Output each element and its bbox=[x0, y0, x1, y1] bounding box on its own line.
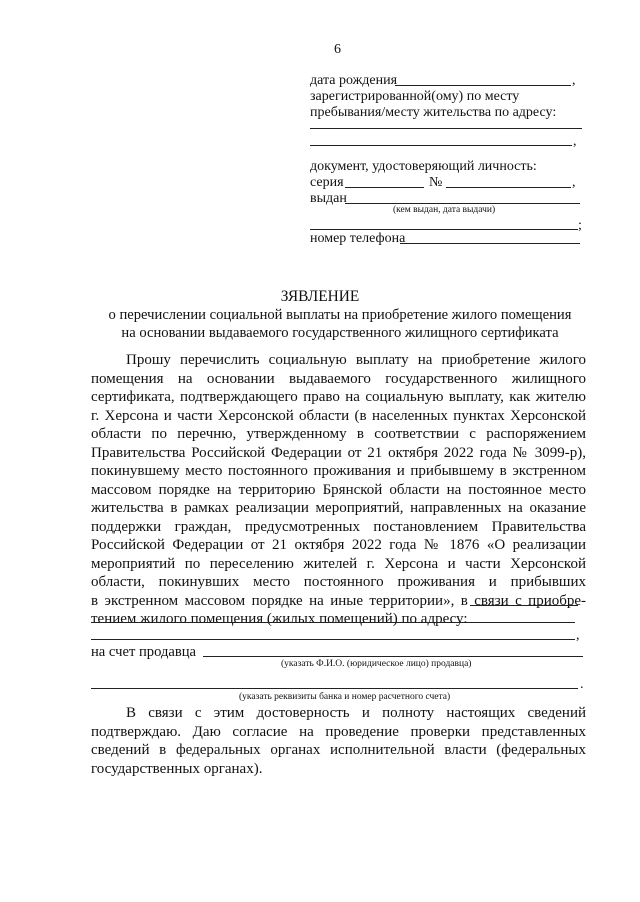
issued-field[interactable] bbox=[345, 203, 580, 204]
paragraph-line: помещения на основании выдаваемого государственного жилищного bbox=[91, 370, 586, 387]
comma: ; bbox=[578, 218, 582, 233]
paragraph-line: Правительства Российской Федерации от 21 октября 2022 года № 3099-р), bbox=[91, 444, 586, 461]
registered-label: зарегистрированной(ому) по месту bbox=[310, 89, 520, 104]
comma: , bbox=[576, 628, 580, 643]
property-address-field-3[interactable] bbox=[91, 639, 575, 640]
birth-date-label: дата рождения bbox=[310, 73, 398, 88]
title-subline-2: на основании выдаваемого государственного жилищного сертификата bbox=[121, 325, 559, 341]
document-title bbox=[0, 287, 640, 306]
series-label: серия bbox=[310, 175, 344, 190]
paragraph-line: покинувшему место постоянного проживания и прибывшему в экстренном bbox=[91, 463, 586, 479]
phone-label: номер телефона bbox=[310, 231, 406, 246]
paragraph-line: В связи с этим достоверность и полноту настоящих сведений bbox=[126, 705, 586, 721]
paragraph-line: тением жилого помещения (жилых помещений) по адресу: bbox=[91, 611, 468, 627]
property-address-field-1[interactable] bbox=[470, 605, 578, 606]
paragraph-line: массовом порядке на территорию Брянской области на постоянное место bbox=[91, 481, 586, 498]
paragraph-line: области, покинувших место постоянного проживания и прибывших bbox=[91, 574, 586, 590]
paragraph-line: сведений в федеральных органах исполнительной власти (федеральных bbox=[91, 742, 586, 758]
seller-field[interactable] bbox=[203, 656, 583, 657]
document-label: документ, удостоверяющий личность: bbox=[310, 159, 537, 174]
phone-field[interactable] bbox=[400, 243, 580, 244]
title-subline-1: о перечислении социальной выплаты на приобретение жилого помещения bbox=[108, 307, 572, 323]
paragraph-line: государственных органах). bbox=[91, 760, 263, 777]
number-field[interactable] bbox=[446, 187, 571, 188]
bank-hint: (указать реквизиты банка и номер расчетного счета) bbox=[239, 692, 451, 702]
birth-date-field[interactable] bbox=[395, 85, 571, 86]
property-address-field-2[interactable] bbox=[91, 622, 575, 623]
issued-hint: (кем выдан, дата выдачи) bbox=[393, 205, 496, 215]
bank-details-field[interactable] bbox=[91, 688, 578, 689]
paragraph-line: жительства в рамках реализации мероприятий, направленных на оказание bbox=[91, 500, 586, 516]
paragraph-line: поддержки граждан, предусмотренных постановлением Правительства bbox=[91, 518, 586, 535]
address-field-1[interactable] bbox=[310, 128, 582, 129]
paragraph-line: в экстренном массовом порядке на иные территории», в связи с приобре- bbox=[91, 592, 586, 609]
request-paragraph bbox=[91, 351, 586, 629]
paragraph-line: Российской Федерации от 21 октября 2022 года № 1876 «О реализации bbox=[91, 537, 586, 553]
seller-hint: (указать Ф.И.О. (юридическое лицо) продавца) bbox=[281, 659, 472, 669]
series-field[interactable] bbox=[345, 187, 424, 188]
consent-paragraph bbox=[91, 704, 586, 778]
paragraph-line: области по перечню, утвержденному в соответствии с распоряжением bbox=[91, 426, 586, 442]
title-heading: ЗЯВЛЕНИЕ bbox=[280, 288, 360, 305]
address-field-2[interactable] bbox=[310, 145, 572, 146]
paragraph-line: мероприятий по переселению жителей г. Херсона и части Херсонской bbox=[91, 555, 586, 572]
issued-label: выдан bbox=[310, 191, 347, 206]
comma: , bbox=[573, 134, 577, 149]
paragraph-line: г. Херсона и части Херсонской области (в населенных пунктах Херсонской bbox=[91, 407, 586, 424]
paragraph-line: Прошу перечислить социальную выплату на приобретение жилого bbox=[126, 352, 586, 368]
page-number: 6 bbox=[334, 42, 341, 57]
paragraph-line: сертификата, подтверждающего право на социальную выплату, как жителю bbox=[91, 389, 586, 405]
paragraph-line: подтверждаю. Даю согласие на проведение проверки представленных bbox=[91, 723, 586, 740]
comma: , bbox=[572, 175, 576, 190]
period: . bbox=[580, 677, 584, 692]
comma: , bbox=[572, 73, 576, 88]
seller-label: на счет продавца bbox=[91, 644, 197, 660]
number-label: № bbox=[429, 175, 443, 190]
residence-label: пребывания/месту жительства по адресу: bbox=[310, 105, 557, 120]
